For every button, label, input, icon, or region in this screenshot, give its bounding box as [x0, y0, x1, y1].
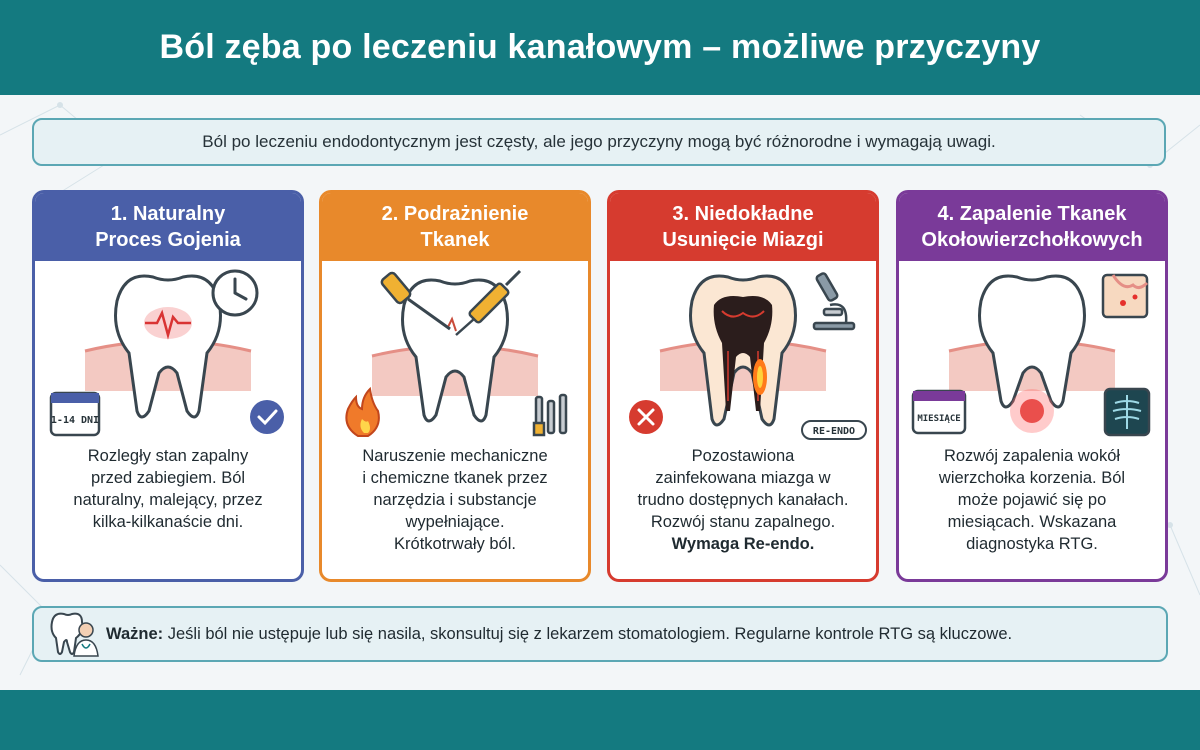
note-body: Jeśli ból nie ustępuje lub się nasila, skonsultuj się z lekarzem stomatologiem. Regularne kontrole RTG są kluczowe. — [163, 624, 1013, 643]
card-title — [610, 193, 876, 261]
description-line: Naruszenie mechaniczne — [362, 447, 548, 465]
card-incomplete-pulp-removal — [607, 190, 879, 582]
card-title — [899, 193, 1165, 261]
card-description — [322, 441, 588, 555]
card-tissue-irritation — [319, 190, 591, 582]
description-line: i chemiczne tkanek przez — [362, 469, 548, 487]
description-line: zainfekowana miazga w — [655, 469, 831, 487]
svg-text:RE-ENDO: RE-ENDO — [812, 426, 856, 437]
error-x-icon — [629, 400, 663, 434]
description-emphasis: Wymaga Re-endo. — [671, 535, 815, 553]
card-title-line: Okołowierzchołkowych — [921, 229, 1143, 251]
microscope-icon — [814, 272, 854, 329]
note-text — [106, 625, 1012, 644]
description-line: kilka-kilkanaście dni. — [92, 513, 244, 531]
description-line: naturalny, malejący, przez — [73, 491, 263, 509]
check-icon — [250, 400, 284, 434]
card-title — [35, 193, 301, 261]
card-title-line: Tkanek — [420, 229, 490, 251]
dental-tools-icon — [534, 395, 566, 435]
description-line: wierzchołka korzenia. Ból — [938, 469, 1126, 487]
inflammation-glow-icon — [1010, 389, 1054, 433]
card-title-line: 1. Naturalny — [110, 203, 226, 225]
svg-text:MIESIĄCE: MIESIĄCE — [917, 414, 961, 424]
re-endo-badge — [802, 421, 866, 439]
card-illustration — [322, 261, 588, 441]
description-line: miesiącach. Wskazana — [947, 513, 1117, 531]
page-title: Ból zęba po leczeniu kanałowym – możliwe przyczyny — [159, 28, 1041, 66]
card-description — [35, 441, 301, 533]
xray-icon — [1105, 389, 1149, 435]
note-label: Ważne: — [106, 624, 164, 643]
card-title-line: 2. Podrażnienie — [381, 203, 529, 225]
description-line: przed zabiegiem. Ból — [90, 469, 246, 487]
intro-box — [32, 118, 1166, 166]
card-title-line: 3. Niedokładne — [672, 203, 814, 225]
description-line: może pojawić się po — [957, 491, 1107, 509]
clock-icon — [213, 271, 257, 315]
description-line: Rozległy stan zapalny — [87, 447, 249, 465]
description-line: narzędzia i substancje — [373, 491, 537, 509]
svg-text:1-14 DNI: 1-14 DNI — [50, 415, 100, 426]
intro-text: Ból po leczeniu endodontycznym jest częsty, ale jego przyczyny mogą być różnorodne i wymagają uwagi. — [202, 132, 996, 151]
tissue-sample-icon — [1103, 275, 1147, 317]
card-illustration — [35, 261, 301, 441]
calendar-icon — [51, 393, 99, 435]
card-natural-healing — [32, 190, 304, 582]
card-description — [899, 441, 1165, 555]
tooth-cross-section-icon — [691, 276, 796, 425]
footer-band — [0, 690, 1200, 750]
calendar-icon — [913, 391, 965, 433]
header-banner — [0, 0, 1200, 95]
dentist-icon — [42, 608, 102, 660]
card-title-line: Usunięcie Miazgi — [662, 229, 824, 251]
card-description — [610, 441, 876, 555]
card-illustration — [610, 261, 876, 441]
description-line: Krótkotrwały ból. — [394, 535, 516, 553]
description-line: diagnostyka RTG. — [966, 535, 1098, 553]
card-title-line: Proces Gojenia — [95, 229, 241, 251]
description-line: Rozwój stanu zapalnego. — [650, 513, 836, 531]
fire-icon — [346, 389, 379, 436]
description-line: Rozwój zapalenia wokół — [943, 447, 1121, 465]
tooth-icon — [116, 276, 221, 417]
important-note — [32, 606, 1168, 662]
description-line: trudno dostępnych kanałach. — [637, 491, 849, 509]
card-illustration — [899, 261, 1165, 441]
description-line: wypełniające. — [405, 513, 505, 531]
card-title-line: 4. Zapalenie Tkanek — [937, 203, 1127, 225]
card-periapical-inflammation — [896, 190, 1168, 582]
card-title — [322, 193, 588, 261]
description-line: Pozostawiona — [691, 447, 795, 465]
